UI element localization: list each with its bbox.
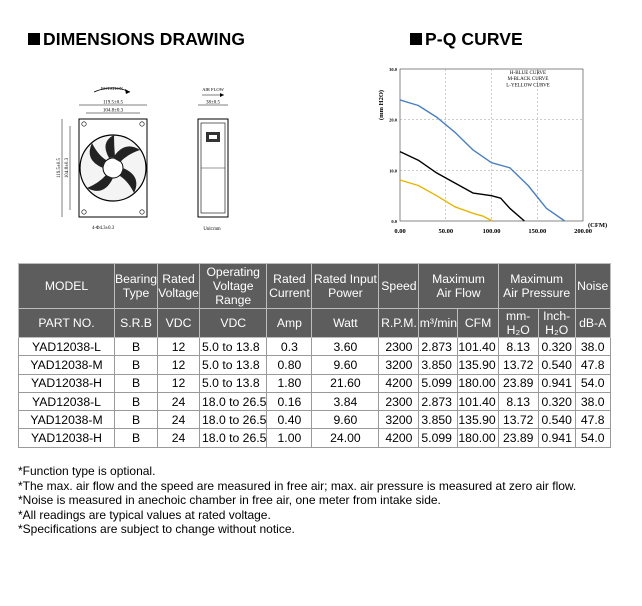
unit-mm-h2o: mm- H₂O bbox=[498, 309, 538, 338]
chart-grid bbox=[400, 69, 583, 221]
table-cell: 13.72 bbox=[498, 411, 538, 429]
chart-series bbox=[400, 100, 565, 221]
table-cell: 4200 bbox=[379, 374, 419, 392]
table-cell: 2300 bbox=[379, 392, 419, 410]
unit-label: Unit:mm bbox=[203, 227, 221, 232]
table-cell: YAD12038-M bbox=[19, 356, 115, 374]
table-cell: 54.0 bbox=[575, 374, 610, 392]
table-cell: 5.099 bbox=[419, 374, 458, 392]
table-cell: YAD12038-M bbox=[19, 411, 115, 429]
table-cell: 21.60 bbox=[312, 374, 379, 392]
table-cell: 0.320 bbox=[538, 338, 575, 356]
x-tick-label: 100.00 bbox=[482, 228, 501, 235]
table-cell: 23.89 bbox=[498, 429, 538, 447]
dimensions-title-text: DIMENSIONS DRAWING bbox=[43, 29, 246, 49]
header-rated-current: Rated Current bbox=[267, 264, 312, 309]
unit-amp: Amp bbox=[267, 309, 312, 338]
unit-vdc-range: VDC bbox=[200, 309, 267, 338]
table-cell: 12 bbox=[158, 374, 200, 392]
table-cell: 0.80 bbox=[267, 356, 312, 374]
header-bearing: Bearing Type bbox=[115, 264, 158, 309]
table-cell: 3.84 bbox=[312, 392, 379, 410]
footnote: *The max. air flow and the speed are measured in free air; max. air pressure is measured at zero air flow. bbox=[18, 478, 577, 493]
header-model: MODEL bbox=[19, 264, 115, 309]
footnote: *All readings are typical values at rated voltage. bbox=[18, 507, 271, 522]
table-cell: 5.099 bbox=[419, 429, 458, 447]
table-cell: 135.90 bbox=[458, 411, 498, 429]
header-operating-voltage: Operating Voltage Range bbox=[200, 264, 267, 309]
unit-watt: Watt bbox=[312, 309, 379, 338]
y-tick-label: 0.0 bbox=[391, 219, 397, 224]
table-cell: B bbox=[115, 429, 158, 447]
footnote: *Function type is optional. bbox=[18, 464, 156, 478]
height-inner-dim: 104.8±0.3 bbox=[65, 157, 70, 179]
table-cell: 3.850 bbox=[419, 356, 458, 374]
x-tick-label: 150.00 bbox=[528, 228, 547, 235]
table-cell: YAD12038-H bbox=[19, 429, 115, 447]
table-cell: 24.00 bbox=[312, 429, 379, 447]
table-cell: 38.0 bbox=[575, 392, 610, 410]
table-cell: 3200 bbox=[379, 411, 419, 429]
specifications-table bbox=[18, 263, 611, 448]
table-cell: 13.72 bbox=[498, 356, 538, 374]
table-cell: 101.40 bbox=[458, 338, 498, 356]
table-cell: 2.873 bbox=[419, 338, 458, 356]
y-axis-label: (mm H2O) bbox=[378, 89, 385, 121]
table-cell: 24 bbox=[158, 411, 200, 429]
table-cell: YAD12038-L bbox=[19, 392, 115, 410]
table-cell: 0.540 bbox=[538, 356, 575, 374]
table-cell: 0.320 bbox=[538, 392, 575, 410]
table-row bbox=[19, 338, 611, 356]
air-flow-arrowhead-icon bbox=[220, 93, 224, 97]
table-cell: 12 bbox=[158, 338, 200, 356]
table-cell: 8.13 bbox=[498, 392, 538, 410]
footnote: *Specifications are subject to change without notice. bbox=[18, 522, 295, 537]
table-row bbox=[19, 356, 611, 374]
table-row bbox=[19, 429, 611, 447]
table-cell: B bbox=[115, 374, 158, 392]
air-flow-label: AIR FLOW bbox=[202, 87, 224, 92]
table-cell: 47.8 bbox=[575, 411, 610, 429]
table-cell: 5.0 to 13.8 bbox=[200, 374, 267, 392]
chart-legend bbox=[506, 71, 550, 88]
dimensions-drawing-title bbox=[28, 29, 245, 50]
table-cell: B bbox=[115, 338, 158, 356]
table-cell: 9.60 bbox=[312, 356, 379, 374]
table-cell: 0.16 bbox=[267, 392, 312, 410]
table-cell: 3.850 bbox=[419, 411, 458, 429]
table-cell: 135.90 bbox=[458, 356, 498, 374]
x-axis-label: (CFM) bbox=[588, 222, 608, 229]
series-line-L bbox=[400, 180, 492, 221]
chart-ticks bbox=[389, 67, 592, 235]
x-tick-label: 200.00 bbox=[574, 228, 592, 235]
legend-entry: M-BLACK CURVE bbox=[507, 77, 549, 83]
table-cell: YAD12038-L bbox=[19, 338, 115, 356]
width-inner-dim: 104.8±0.3 bbox=[102, 108, 124, 114]
square-bullet-icon bbox=[28, 33, 40, 45]
header-max-air-flow: Maximum Air Flow bbox=[419, 264, 498, 309]
table-row bbox=[19, 411, 611, 429]
table-cell: 18.0 to 26.5 bbox=[200, 392, 267, 410]
y-tick-label: 30.0 bbox=[389, 67, 397, 72]
table-cell: 54.0 bbox=[575, 429, 610, 447]
width-outer-dim: 119.5±0.5 bbox=[102, 100, 124, 106]
table-cell: 1.00 bbox=[267, 429, 312, 447]
pq-curve-title bbox=[410, 29, 523, 50]
table-cell: 3200 bbox=[379, 356, 419, 374]
unit-inch-h2o: Inch- H₂O bbox=[538, 309, 575, 338]
series-line-H bbox=[400, 100, 565, 221]
table-cell: B bbox=[115, 411, 158, 429]
table-cell: 180.00 bbox=[458, 429, 498, 447]
table-cell: 18.0 to 26.5 bbox=[200, 411, 267, 429]
fan-label-sticker-inner bbox=[209, 135, 217, 139]
height-outer-dim: 119.5±0.5 bbox=[57, 157, 62, 179]
unit-vdc: VDC bbox=[158, 309, 200, 338]
table-cell: 0.540 bbox=[538, 411, 575, 429]
table-cell: 0.941 bbox=[538, 374, 575, 392]
header-rated-voltage: Rated Voltage bbox=[158, 264, 200, 309]
rotation-label: ROTATION bbox=[100, 86, 124, 91]
table-cell: 8.13 bbox=[498, 338, 538, 356]
table-units-row bbox=[19, 309, 611, 338]
table-cell: 24 bbox=[158, 392, 200, 410]
table-cell: 2.873 bbox=[419, 392, 458, 410]
table-cell: 0.3 bbox=[267, 338, 312, 356]
table-cell: 0.941 bbox=[538, 429, 575, 447]
table-cell: 0.40 bbox=[267, 411, 312, 429]
header-max-air-pressure: Maximum Air Pressure bbox=[498, 264, 575, 309]
pq-curve-chart bbox=[370, 60, 620, 240]
x-tick-label: 0.00 bbox=[394, 228, 406, 235]
table-cell: 180.00 bbox=[458, 374, 498, 392]
unit-part-no: PART NO. bbox=[19, 309, 115, 338]
unit-srb: S.R.B bbox=[115, 309, 158, 338]
table-cell: 9.60 bbox=[312, 411, 379, 429]
table-cell: 5.0 to 13.8 bbox=[200, 356, 267, 374]
pq-title-text: P-Q CURVE bbox=[425, 29, 523, 49]
unit-m3min: m³/min bbox=[419, 309, 458, 338]
table-cell: 2300 bbox=[379, 338, 419, 356]
table-row bbox=[19, 374, 611, 392]
hole-dim: 4-Φ4.3±0.3 bbox=[92, 226, 115, 231]
y-tick-label: 10.0 bbox=[389, 168, 397, 174]
legend-entry: H-BLUE CURVE bbox=[509, 71, 547, 76]
table-cell: 4200 bbox=[379, 429, 419, 447]
square-bullet-icon bbox=[410, 33, 422, 45]
y-tick-label: 20.0 bbox=[389, 117, 397, 123]
table-cell: 101.40 bbox=[458, 392, 498, 410]
table-cell: 1.80 bbox=[267, 374, 312, 392]
table-header-row bbox=[19, 264, 611, 309]
unit-cfm: CFM bbox=[458, 309, 498, 338]
x-tick-label: 50.00 bbox=[438, 228, 454, 235]
table-row bbox=[19, 392, 611, 410]
table-cell: 5.0 to 13.8 bbox=[200, 338, 267, 356]
table-cell: 24 bbox=[158, 429, 200, 447]
table-cell: 23.89 bbox=[498, 374, 538, 392]
table-cell: YAD12038-H bbox=[19, 374, 115, 392]
table-cell: 18.0 to 26.5 bbox=[200, 429, 267, 447]
header-speed: Speed bbox=[379, 264, 419, 309]
fan-dimensions-drawing bbox=[52, 80, 242, 240]
table-cell: B bbox=[115, 392, 158, 410]
table-cell: 38.0 bbox=[575, 338, 610, 356]
unit-rpm: R.P.M. bbox=[379, 309, 419, 338]
table-cell: 12 bbox=[158, 356, 200, 374]
unit-dba: dB-A bbox=[575, 309, 610, 338]
footnotes bbox=[18, 464, 576, 537]
table-cell: 3.60 bbox=[312, 338, 379, 356]
legend-entry: L-YELLOW CURVE bbox=[506, 83, 550, 89]
header-rated-input-power: Rated Input Power bbox=[312, 264, 379, 309]
table-cell: 47.8 bbox=[575, 356, 610, 374]
table-cell: B bbox=[115, 356, 158, 374]
header-noise: Noise bbox=[575, 264, 610, 309]
footnote: *Noise is measured in anechoic chamber in free air, one meter from intake side. bbox=[18, 493, 441, 508]
depth-dim: 38±0.5 bbox=[206, 100, 220, 106]
